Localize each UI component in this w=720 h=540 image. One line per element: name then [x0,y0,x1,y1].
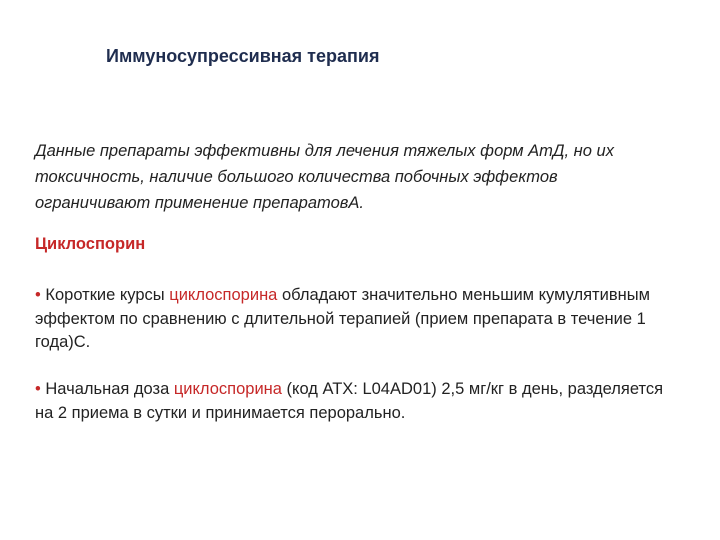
bullet-text-start: Начальная доза [40,380,174,398]
bullet-text-start: Короткие курсы [40,286,170,304]
bullet-marker: • [35,380,41,398]
section-heading: Циклоспорин [35,235,146,253]
drug-name-highlight: циклоспорина [173,380,282,398]
drug-name-highlight: циклоспорина [169,286,278,304]
bullet-text-end: (код АТХ: L04AD01) 2,5 мг/кг в день, разделяется на 2 приема в сутки и принимается перорально. [35,380,664,422]
intro-paragraph: Данные препараты эффективны для лечения тяжелых форм АтД, но их токсичность, наличие большого количества побочных эффектов ограничивают применение препаратовA. [35,142,614,212]
bullet-text-end: обладают значительно меньшим кумулятивным эффектом по сравнению с длительной терапией (прием препарата в течение 1 года)C. [35,286,650,351]
bullet-item [35,284,675,355]
bullet-item [35,378,675,425]
bullet-marker: • [35,286,41,304]
slide-title: Иммуносупрессивная терапия [106,46,380,66]
